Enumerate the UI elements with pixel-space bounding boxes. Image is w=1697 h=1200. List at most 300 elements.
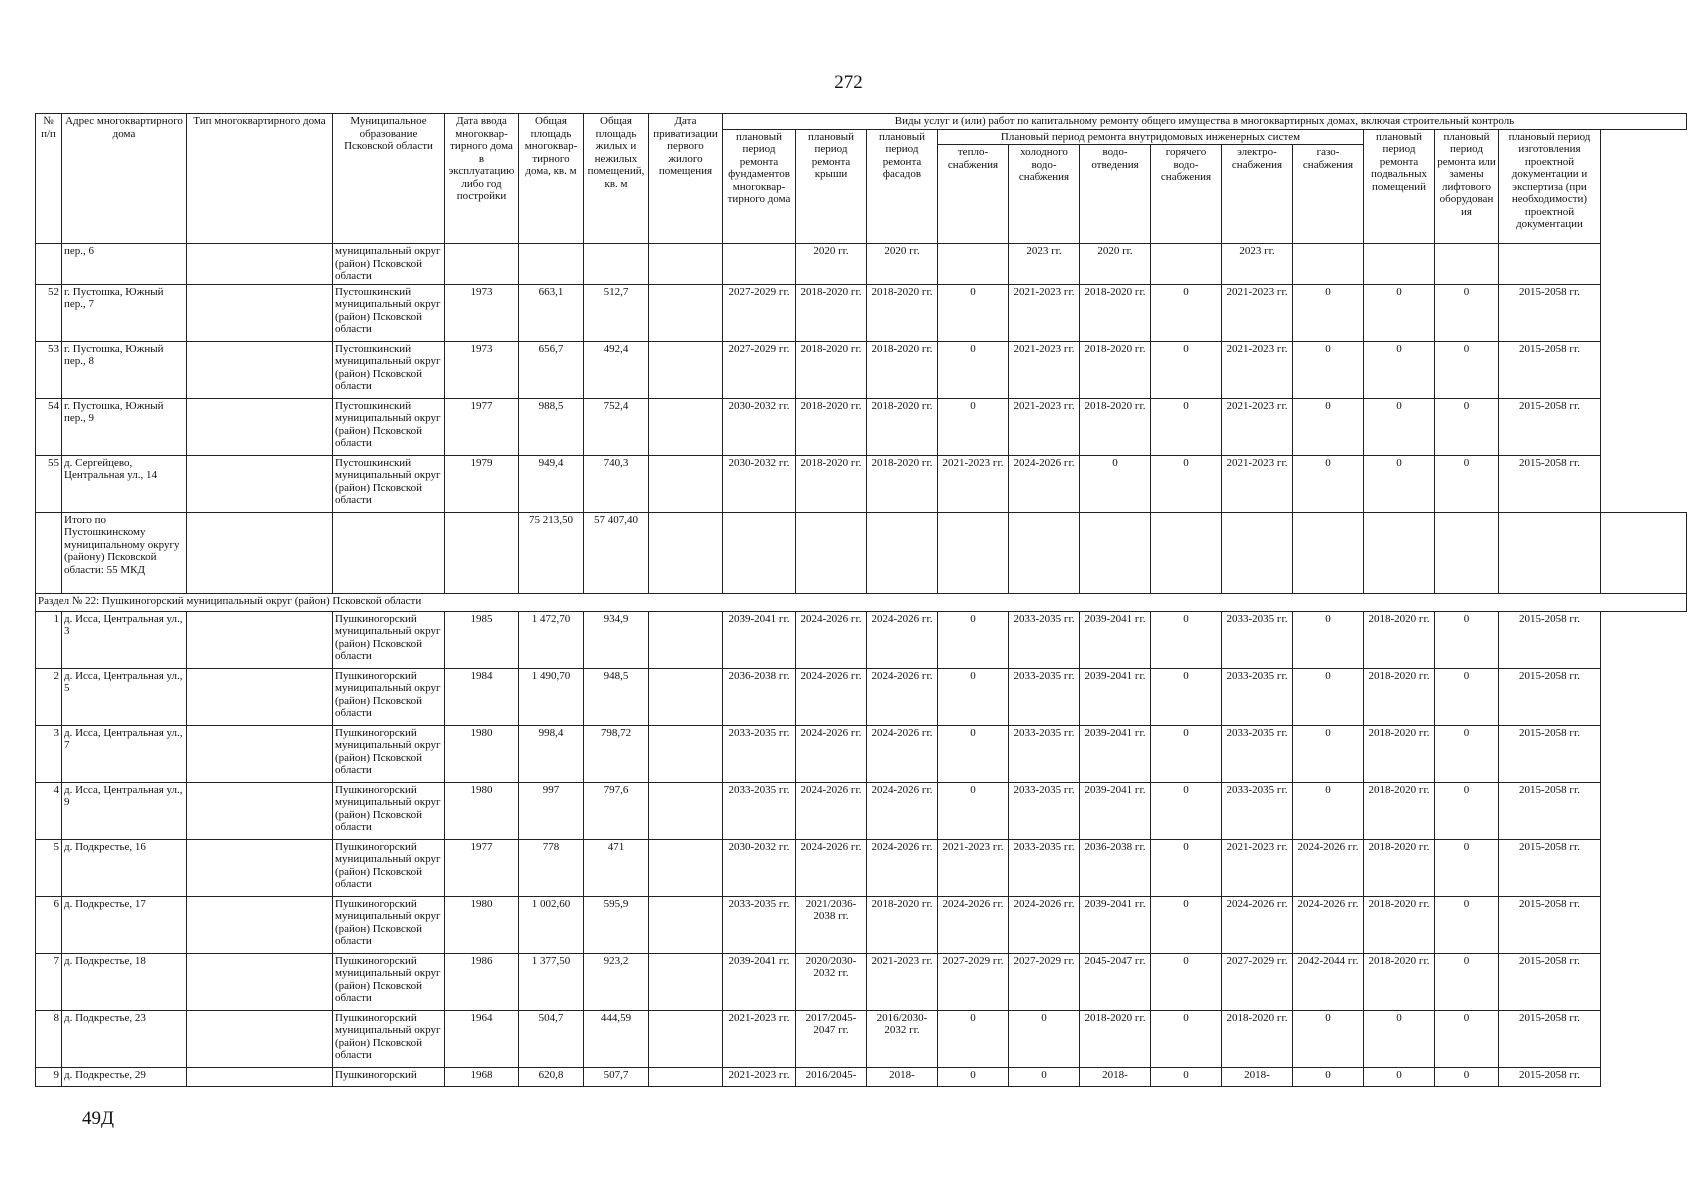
cell-address: г. Пустошка, Южный пер., 9 xyxy=(62,398,187,455)
table-body-pushkinogorsky xyxy=(36,611,1687,1086)
total-empty-cell xyxy=(1009,512,1080,593)
total-empty-cell xyxy=(1499,512,1601,593)
header-systems-group: Плановый период ремонта внутридомовых инженерных систем xyxy=(938,129,1364,145)
cell-elec: 2033-2035 гг. xyxy=(1222,611,1293,668)
cell-year xyxy=(445,244,519,285)
cell-base: 0 xyxy=(1364,284,1435,341)
cell-base: 2018-2020 гг. xyxy=(1364,668,1435,725)
cell-found: 2039-2041 гг. xyxy=(723,611,796,668)
cell-year: 1980 xyxy=(445,896,519,953)
header-privatization: Дата приватизации первого жилого помещения xyxy=(649,114,723,244)
header-sewer: водо-отведения xyxy=(1080,145,1151,244)
cell-design: 2015-2058 гг. xyxy=(1499,455,1601,512)
cell-design: 2015-2058 гг. xyxy=(1499,341,1601,398)
cell-elec: 2033-2035 гг. xyxy=(1222,668,1293,725)
cell-hot: 0 xyxy=(1151,284,1222,341)
cell-elec: 2024-2026 гг. xyxy=(1222,896,1293,953)
cell-sewer: 2045-2047 гг. xyxy=(1080,953,1151,1010)
cell-num: 53 xyxy=(36,341,62,398)
cell-mun: Пушкиногорский xyxy=(333,1067,445,1086)
header-heat: тепло-снабжения xyxy=(938,145,1009,244)
cell-living: 934,9 xyxy=(584,611,649,668)
cell-design: 2015-2058 гг. xyxy=(1499,398,1601,455)
table-row xyxy=(36,839,1687,896)
cell-found: 2036-2038 гг. xyxy=(723,668,796,725)
cell-roof: 2018-2020 гг. xyxy=(796,341,867,398)
table-row xyxy=(36,611,1687,668)
cell-year: 1979 xyxy=(445,455,519,512)
total-type-cell xyxy=(187,512,333,593)
cell-found: 2033-2035 гг. xyxy=(723,782,796,839)
cell-area: 656,7 xyxy=(519,341,584,398)
header-facade: плановый период ремонта фасадов xyxy=(867,129,938,244)
cell-heat: 0 xyxy=(938,284,1009,341)
cell-found xyxy=(723,244,796,285)
cell-hot: 0 xyxy=(1151,839,1222,896)
cell-gas: 0 xyxy=(1293,1067,1364,1086)
header-living-area: Общая площадь жилых и нежилых помещений, кв. м xyxy=(584,114,649,244)
cell-cold: 2033-2035 гг. xyxy=(1009,725,1080,782)
cell-area: 998,4 xyxy=(519,725,584,782)
cell-facade: 2024-2026 гг. xyxy=(867,611,938,668)
cell-area: 663,1 xyxy=(519,284,584,341)
total-empty-cell xyxy=(1151,512,1222,593)
total-empty-cell xyxy=(1293,512,1364,593)
cell-elec: 2021-2023 гг. xyxy=(1222,341,1293,398)
cell-lift: 0 xyxy=(1435,782,1499,839)
cell-area: 1 377,50 xyxy=(519,953,584,1010)
cell-roof: 2024-2026 гг. xyxy=(796,725,867,782)
cell-gas: 2042-2044 гг. xyxy=(1293,953,1364,1010)
cell-address: д. Сергейцево, Центральная ул., 14 xyxy=(62,455,187,512)
cell-gas: 0 xyxy=(1293,725,1364,782)
cell-living: 740,3 xyxy=(584,455,649,512)
cell-num: 4 xyxy=(36,782,62,839)
cell-type xyxy=(187,611,333,668)
cell-base: 2018-2020 гг. xyxy=(1364,953,1435,1010)
cell-num: 54 xyxy=(36,398,62,455)
cell-area: 1 002,60 xyxy=(519,896,584,953)
header-cold-water: холодного водо-снабжения xyxy=(1009,145,1080,244)
cell-facade: 2018-2020 гг. xyxy=(867,284,938,341)
cell-base: 0 xyxy=(1364,341,1435,398)
table-row xyxy=(36,398,1687,455)
header-roof: плановый период ремонта крыши xyxy=(796,129,867,244)
cell-area: 949,4 xyxy=(519,455,584,512)
cell-gas: 0 xyxy=(1293,611,1364,668)
cell-elec: 2018-2020 гг. xyxy=(1222,1010,1293,1067)
total-empty-cell xyxy=(1080,512,1151,593)
cell-gas: 0 xyxy=(1293,341,1364,398)
cell-mun: Пушкиногорский муниципальный округ (район) Псковской области xyxy=(333,782,445,839)
cell-sewer: 2018- xyxy=(1080,1067,1151,1086)
table-row xyxy=(36,782,1687,839)
cell-base: 2018-2020 гг. xyxy=(1364,725,1435,782)
cell-living: 512,7 xyxy=(584,284,649,341)
cell-roof: 2024-2026 гг. xyxy=(796,668,867,725)
cell-base: 0 xyxy=(1364,455,1435,512)
cell-address: д. Подкрестье, 29 xyxy=(62,1067,187,1086)
cell-facade: 2024-2026 гг. xyxy=(867,668,938,725)
cell-priv xyxy=(649,1010,723,1067)
cell-cold: 2023 гг. xyxy=(1009,244,1080,285)
cell-area: 1 490,70 xyxy=(519,668,584,725)
cell-year: 1973 xyxy=(445,341,519,398)
cell-living: 948,5 xyxy=(584,668,649,725)
total-year-cell xyxy=(445,512,519,593)
cell-address: д. Исса, Центральная ул., 5 xyxy=(62,668,187,725)
cell-gas: 2024-2026 гг. xyxy=(1293,896,1364,953)
cell-hot: 0 xyxy=(1151,1067,1222,1086)
cell-type xyxy=(187,455,333,512)
table-row xyxy=(36,455,1687,512)
table-row xyxy=(36,1010,1687,1067)
header-address: Адрес многоквартирного дома xyxy=(62,114,187,244)
cell-priv xyxy=(649,455,723,512)
cell-design: 2015-2058 гг. xyxy=(1499,1010,1601,1067)
cell-type xyxy=(187,668,333,725)
cell-found: 2027-2029 гг. xyxy=(723,284,796,341)
cell-address: д. Подкрестье, 16 xyxy=(62,839,187,896)
cell-sewer: 2018-2020 гг. xyxy=(1080,1010,1151,1067)
cell-sewer: 2039-2041 гг. xyxy=(1080,725,1151,782)
cell-type xyxy=(187,782,333,839)
cell-hot: 0 xyxy=(1151,782,1222,839)
cell-heat: 0 xyxy=(938,1067,1009,1086)
cell-num: 55 xyxy=(36,455,62,512)
cell-living: 752,4 xyxy=(584,398,649,455)
cell-roof: 2024-2026 гг. xyxy=(796,839,867,896)
cell-found: 2039-2041 гг. xyxy=(723,953,796,1010)
cell-hot: 0 xyxy=(1151,341,1222,398)
cell-mun: Пушкиногорский муниципальный округ (район) Псковской области xyxy=(333,611,445,668)
cell-heat: 0 xyxy=(938,398,1009,455)
total-empty-cell xyxy=(1364,512,1435,593)
cell-heat: 2024-2026 гг. xyxy=(938,896,1009,953)
cell-base xyxy=(1364,244,1435,285)
cell-elec: 2021-2023 гг. xyxy=(1222,284,1293,341)
cell-gas: 2024-2026 гг. xyxy=(1293,839,1364,896)
cell-roof: 2018-2020 гг. xyxy=(796,284,867,341)
cell-type xyxy=(187,284,333,341)
cell-roof: 2021/2036-2038 гг. xyxy=(796,896,867,953)
cell-mun: Пушкиногорский муниципальный округ (район) Псковской области xyxy=(333,668,445,725)
table-body-pustoshka xyxy=(36,244,1687,513)
cell-cold: 2024-2026 гг. xyxy=(1009,896,1080,953)
cell-priv xyxy=(649,341,723,398)
cell-priv xyxy=(649,839,723,896)
cell-address: д. Исса, Центральная ул., 7 xyxy=(62,725,187,782)
cell-living: 595,9 xyxy=(584,896,649,953)
cell-mun: Пушкиногорский муниципальный округ (район) Псковской области xyxy=(333,953,445,1010)
cell-design: 2015-2058 гг. xyxy=(1499,1067,1601,1086)
table-row xyxy=(36,244,1687,285)
cell-facade: 2024-2026 гг. xyxy=(867,725,938,782)
cell-mun: Пустошкинский муниципальный округ (район) Псковской области xyxy=(333,455,445,512)
cell-num: 9 xyxy=(36,1067,62,1086)
cell-elec: 2033-2035 гг. xyxy=(1222,725,1293,782)
cell-heat: 0 xyxy=(938,611,1009,668)
cell-priv xyxy=(649,725,723,782)
cell-mun: Пушкиногорский муниципальный округ (район) Псковской области xyxy=(333,725,445,782)
cell-found: 2030-2032 гг. xyxy=(723,839,796,896)
cell-priv xyxy=(649,244,723,285)
cell-design: 2015-2058 гг. xyxy=(1499,611,1601,668)
cell-mun: Пустошкинский муниципальный округ (район) Псковской области xyxy=(333,341,445,398)
cell-design: 2015-2058 гг. xyxy=(1499,896,1601,953)
cell-hot: 0 xyxy=(1151,725,1222,782)
cell-priv xyxy=(649,953,723,1010)
cell-base: 2018-2020 гг. xyxy=(1364,839,1435,896)
cell-address: д. Подкрестье, 18 xyxy=(62,953,187,1010)
cell-hot: 0 xyxy=(1151,611,1222,668)
cell-gas: 0 xyxy=(1293,782,1364,839)
cell-year: 1977 xyxy=(445,398,519,455)
cell-year: 1973 xyxy=(445,284,519,341)
cell-cold: 2033-2035 гг. xyxy=(1009,839,1080,896)
cell-mun: Пустошкинский муниципальный округ (район) Псковской области xyxy=(333,284,445,341)
cell-year: 1984 xyxy=(445,668,519,725)
cell-lift: 0 xyxy=(1435,284,1499,341)
cell-living: 923,2 xyxy=(584,953,649,1010)
cell-found: 2030-2032 гг. xyxy=(723,455,796,512)
cell-found: 2033-2035 гг. xyxy=(723,725,796,782)
cell-hot: 0 xyxy=(1151,668,1222,725)
cell-living: 471 xyxy=(584,839,649,896)
cell-design: 2015-2058 гг. xyxy=(1499,953,1601,1010)
cell-roof: 2018-2020 гг. xyxy=(796,455,867,512)
cell-year: 1985 xyxy=(445,611,519,668)
cell-roof: 2018-2020 гг. xyxy=(796,398,867,455)
cell-type xyxy=(187,341,333,398)
cell-cold: 2033-2035 гг. xyxy=(1009,782,1080,839)
cell-facade: 2024-2026 гг. xyxy=(867,782,938,839)
cell-num: 2 xyxy=(36,668,62,725)
capital-repair-table xyxy=(35,113,1687,1087)
cell-lift: 0 xyxy=(1435,1010,1499,1067)
cell-living: 492,4 xyxy=(584,341,649,398)
cell-sewer: 2039-2041 гг. xyxy=(1080,782,1151,839)
cell-num: 5 xyxy=(36,839,62,896)
table-row xyxy=(36,668,1687,725)
cell-address: пер., 6 xyxy=(62,244,187,285)
cell-cold: 2033-2035 гг. xyxy=(1009,611,1080,668)
cell-address: д. Исса, Центральная ул., 9 xyxy=(62,782,187,839)
header-num: № п/п xyxy=(36,114,62,244)
cell-mun: Пушкиногорский муниципальный округ (район) Псковской области xyxy=(333,839,445,896)
cell-found: 2027-2029 гг. xyxy=(723,341,796,398)
cell-design: 2015-2058 гг. xyxy=(1499,839,1601,896)
cell-cold: 0 xyxy=(1009,1010,1080,1067)
cell-cold: 0 xyxy=(1009,1067,1080,1086)
cell-design: 2015-2058 гг. xyxy=(1499,782,1601,839)
cell-gas: 0 xyxy=(1293,455,1364,512)
cell-area: 997 xyxy=(519,782,584,839)
cell-cold: 2027-2029 гг. xyxy=(1009,953,1080,1010)
cell-base: 0 xyxy=(1364,1010,1435,1067)
cell-heat: 2021-2023 гг. xyxy=(938,455,1009,512)
table-row xyxy=(36,725,1687,782)
cell-area: 988,5 xyxy=(519,398,584,455)
cell-roof: 2020/2030-2032 гг. xyxy=(796,953,867,1010)
cell-type xyxy=(187,1067,333,1086)
cell-base: 2018-2020 гг. xyxy=(1364,782,1435,839)
cell-base: 2018-2020 гг. xyxy=(1364,896,1435,953)
cell-area: 504,7 xyxy=(519,1010,584,1067)
cell-hot: 0 xyxy=(1151,455,1222,512)
cell-year: 1980 xyxy=(445,782,519,839)
cell-num: 7 xyxy=(36,953,62,1010)
cell-gas: 0 xyxy=(1293,398,1364,455)
cell-facade: 2018-2020 гг. xyxy=(867,455,938,512)
cell-year: 1977 xyxy=(445,839,519,896)
cell-address: г. Пустошка, Южный пер., 8 xyxy=(62,341,187,398)
total-empty-cell xyxy=(1435,512,1499,593)
cell-year: 1964 xyxy=(445,1010,519,1067)
cell-cold: 2021-2023 гг. xyxy=(1009,398,1080,455)
cell-sewer: 2020 гг. xyxy=(1080,244,1151,285)
table-row xyxy=(36,341,1687,398)
cell-base: 0 xyxy=(1364,1067,1435,1086)
cell-type xyxy=(187,896,333,953)
table-row xyxy=(36,953,1687,1010)
cell-num: 6 xyxy=(36,896,62,953)
header-gas: газо-снабжения xyxy=(1293,145,1364,244)
total-mun-cell xyxy=(333,512,445,593)
cell-sewer: 2018-2020 гг. xyxy=(1080,341,1151,398)
cell-type xyxy=(187,725,333,782)
total-row xyxy=(36,512,1687,593)
cell-lift: 0 xyxy=(1435,668,1499,725)
cell-address: г. Пустошка, Южный пер., 7 xyxy=(62,284,187,341)
cell-area: 1 472,70 xyxy=(519,611,584,668)
cell-gas xyxy=(1293,244,1364,285)
table-row xyxy=(36,1067,1687,1086)
table-header xyxy=(36,114,1687,244)
header-works-group: Виды услуг и (или) работ по капитальному ремонту общего имущества в многоквартирных домах, включая строительный контроль xyxy=(723,114,1687,130)
cell-year: 1980 xyxy=(445,725,519,782)
cell-facade: 2020 гг. xyxy=(867,244,938,285)
cell-living: 507,7 xyxy=(584,1067,649,1086)
total-empty-cell xyxy=(938,512,1009,593)
cell-roof: 2016/2045- xyxy=(796,1067,867,1086)
cell-address: д. Исса, Центральная ул., 3 xyxy=(62,611,187,668)
cell-found: 2030-2032 гг. xyxy=(723,398,796,455)
cell-heat: 0 xyxy=(938,1010,1009,1067)
cell-gas: 0 xyxy=(1293,668,1364,725)
header-type: Тип многоквартирного дома xyxy=(187,114,333,244)
cell-lift: 0 xyxy=(1435,839,1499,896)
total-empty-cell xyxy=(1222,512,1293,593)
cell-heat: 0 xyxy=(938,668,1009,725)
header-foundation: плановый период ремонта фундаментов многоквар-тирного дома xyxy=(723,129,796,244)
cell-facade: 2016/2030-2032 гг. xyxy=(867,1010,938,1067)
cell-lift: 0 xyxy=(1435,953,1499,1010)
total-num-cell xyxy=(36,512,62,593)
total-area: 75 213,50 xyxy=(519,512,584,593)
cell-num: 52 xyxy=(36,284,62,341)
cell-priv xyxy=(649,1067,723,1086)
cell-facade: 2021-2023 гг. xyxy=(867,953,938,1010)
cell-area: 620,8 xyxy=(519,1067,584,1086)
cell-priv xyxy=(649,284,723,341)
footer-mark: 49Д xyxy=(82,1108,114,1129)
cell-found: 2033-2035 гг. xyxy=(723,896,796,953)
cell-num: 1 xyxy=(36,611,62,668)
cell-design: 2015-2058 гг. xyxy=(1499,284,1601,341)
cell-heat: 0 xyxy=(938,782,1009,839)
cell-facade: 2024-2026 гг. xyxy=(867,839,938,896)
cell-sewer: 2039-2041 гг. xyxy=(1080,896,1151,953)
cell-base: 0 xyxy=(1364,398,1435,455)
cell-hot: 0 xyxy=(1151,953,1222,1010)
cell-sewer: 2018-2020 гг. xyxy=(1080,284,1151,341)
table-row xyxy=(36,896,1687,953)
total-empty-cell xyxy=(723,512,796,593)
cell-base: 2018-2020 гг. xyxy=(1364,611,1435,668)
cell-num: 3 xyxy=(36,725,62,782)
cell-hot: 0 xyxy=(1151,1010,1222,1067)
total-empty-cell xyxy=(796,512,867,593)
cell-elec: 2021-2023 гг. xyxy=(1222,455,1293,512)
cell-mun: Пушкиногорский муниципальный округ (район) Псковской области xyxy=(333,896,445,953)
cell-priv xyxy=(649,668,723,725)
total-label: Итого по Пустошкинскому муниципальному округу (району) Псковской области: 55 МКД xyxy=(62,512,187,593)
cell-hot: 0 xyxy=(1151,896,1222,953)
total-empty-cell xyxy=(649,512,723,593)
cell-elec: 2021-2023 гг. xyxy=(1222,398,1293,455)
cell-lift: 0 xyxy=(1435,725,1499,782)
cell-lift: 0 xyxy=(1435,455,1499,512)
cell-found: 2021-2023 гг. xyxy=(723,1067,796,1086)
cell-mun: Пустошкинский муниципальный округ (район) Псковской области xyxy=(333,398,445,455)
section-title: Раздел № 22: Пушкиногорский муниципальный округ (район) Псковской области xyxy=(36,593,1687,611)
cell-elec: 2027-2029 гг. xyxy=(1222,953,1293,1010)
cell-cold: 2021-2023 гг. xyxy=(1009,284,1080,341)
cell-lift: 0 xyxy=(1435,1067,1499,1086)
total-empty-cell xyxy=(867,512,938,593)
cell-area: 778 xyxy=(519,839,584,896)
cell-lift: 0 xyxy=(1435,896,1499,953)
cell-sewer: 2039-2041 гг. xyxy=(1080,668,1151,725)
cell-gas: 0 xyxy=(1293,1010,1364,1067)
cell-sewer: 2036-2038 гг. xyxy=(1080,839,1151,896)
cell-heat xyxy=(938,244,1009,285)
cell-design: 2015-2058 гг. xyxy=(1499,725,1601,782)
cell-priv xyxy=(649,611,723,668)
cell-type xyxy=(187,244,333,285)
cell-facade: 2018-2020 гг. xyxy=(867,896,938,953)
cell-heat: 0 xyxy=(938,341,1009,398)
cell-sewer: 0 xyxy=(1080,455,1151,512)
cell-mun: Пушкиногорский муниципальный округ (район) Псковской области xyxy=(333,1010,445,1067)
cell-design xyxy=(1499,244,1601,285)
cell-type xyxy=(187,398,333,455)
cell-hot: 0 xyxy=(1151,398,1222,455)
cell-living xyxy=(584,244,649,285)
cell-type xyxy=(187,839,333,896)
cell-address: д. Подкрестье, 17 xyxy=(62,896,187,953)
cell-year: 1986 xyxy=(445,953,519,1010)
header-basement: плановый период ремонта подвальных помещений xyxy=(1364,129,1435,244)
cell-priv xyxy=(649,782,723,839)
cell-elec: 2018- xyxy=(1222,1067,1293,1086)
cell-year: 1968 xyxy=(445,1067,519,1086)
cell-roof: 2024-2026 гг. xyxy=(796,611,867,668)
cell-lift: 0 xyxy=(1435,611,1499,668)
cell-gas: 0 xyxy=(1293,284,1364,341)
header-total-area: Общая площадь многоквар-тирного дома, кв. м xyxy=(519,114,584,244)
